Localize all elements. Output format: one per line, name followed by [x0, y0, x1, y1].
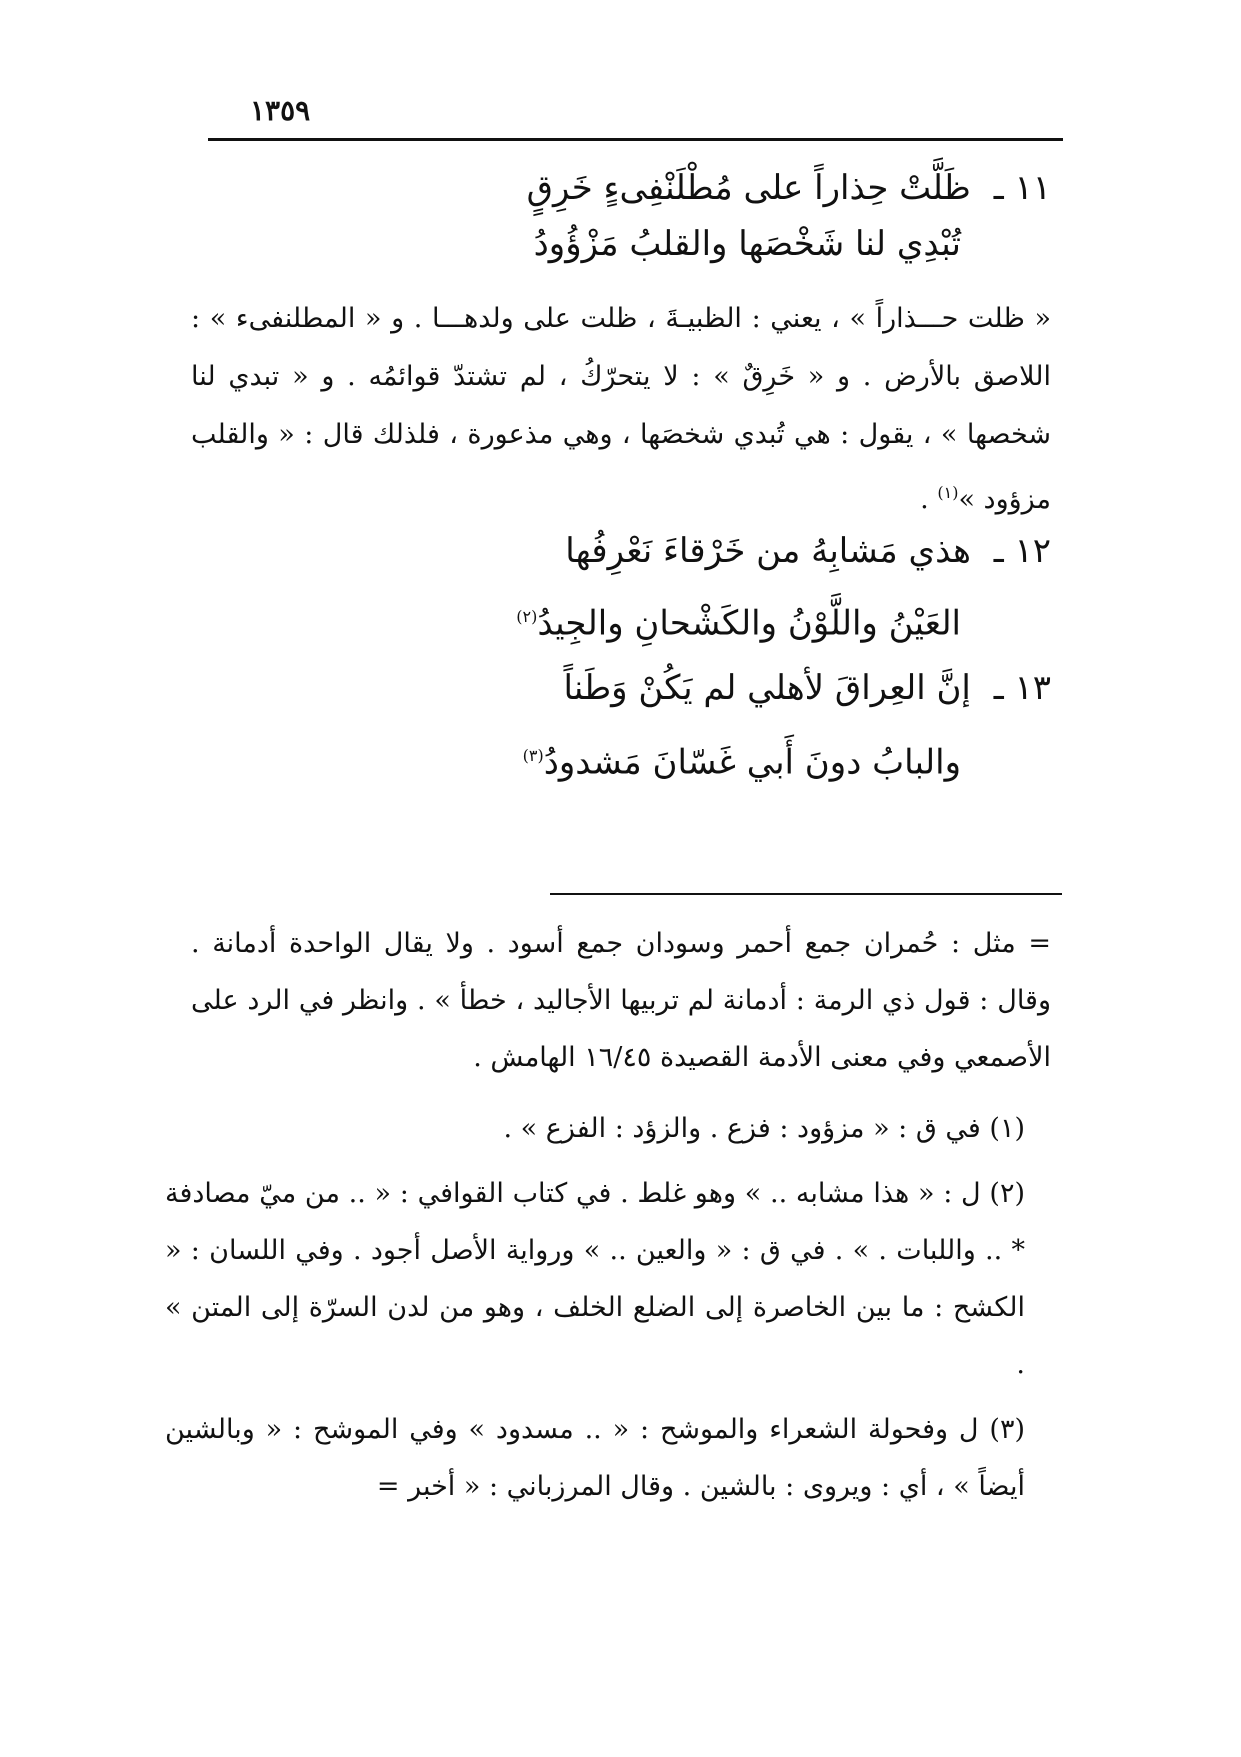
verse-11-line-1 [527, 160, 1051, 216]
verse-11-commentary [191, 290, 1051, 529]
footnote-3: (٣) ل وفحولة الشعراء والموشح : « .. مسدود » وفي الموشح : « وبالشين أيضاً » ، أي : ويروى : بالشين . وقال المرزباني : « أخبر = [165, 1414, 1025, 1502]
verse-12 [516, 523, 1051, 651]
verse-13 [523, 660, 1051, 790]
verse-12-line-2 [516, 589, 1051, 651]
verse-text: إنَّ العِراقَ لأهلي لم يَكُنْ وَطَناً [563, 668, 971, 708]
footnote-1: (١) في ق : « مزؤود : فزع . والزؤد : الفزع » . [503, 1113, 1025, 1144]
commentary-body: « ظلت حـــذاراً » ، يعني : الظبيـةَ ، ظلت على ولدهـــا . و « المطلنفىء » : اللاصق بالأرض . و « خَرِقٌ » : لا يتحرّكُ ، لم تشتدّ قوائمُه . و « تبدي لنا شخصها » ، يقول : هي تُبدي شخصَها ، وهي مذعورة ، فلذلك قال : « والقلب مزؤود » [191, 303, 1051, 515]
footnote-marker: (١) [937, 483, 959, 502]
footnote-marker: (٢) [516, 607, 538, 626]
footnote-marker: (٣) [522, 746, 544, 765]
verse-text: تُبْدِي لنا شَخْصَها والقلبُ مَزْؤُودُ [533, 224, 961, 264]
header-rule [208, 138, 1063, 141]
verse-13-line-1 [523, 660, 1051, 716]
commentary-text [191, 290, 1051, 529]
verse-12-line-1 [516, 523, 1051, 579]
footnotes [165, 915, 1051, 1515]
verse-number: ١١ ـ [993, 168, 1051, 208]
verse-text: ظَلَّتْ حِذاراً على مُطْلَنْفِىءٍ خَرِقٍ [526, 168, 971, 208]
verse-11 [527, 160, 1051, 272]
verse-text: والبابُ دونَ أَبي غَسّانَ مَشدودُ [543, 742, 961, 783]
footnote-2: (٢) ل : « هذا مشابه .. » وهو غلط . في كتاب القوافي : « .. من ميّ مصادفة * .. واللبات . » . في ق : « والعين .. » ورواية الأصل أجود . وفي اللسان : « الكشح : ما بين الخاصرة إلى الضلع الخلف ، وهو من لدن السرّة إلى المتن » . [165, 1178, 1025, 1380]
page-number: ١٣٥٩ [250, 94, 311, 127]
footnote-continuation: = مثل : حُمران جمع أحمر وسودان جمع أسود . ولا يقال الواحدة أدمانة . وقال : قول ذي الرمة : أدمانة لم تربيها الأجاليد ، خطأ » . وانظر في الرد على الأصمعي وفي معنى الأدمة القصيدة ١٦/٤٥ الهامش . [191, 928, 1051, 1073]
verse-13-line-2 [523, 728, 1051, 790]
verse-text: العَيْنُ واللَّوْنُ والكَشْحانِ والجِيدُ [537, 603, 961, 644]
footnote-rule [550, 893, 1062, 895]
verse-text: هذي مَشابِهُ من خَرْقاءَ نَعْرِفُها [565, 531, 971, 571]
commentary-end: . [920, 484, 938, 515]
verse-number: ١٣ ـ [993, 668, 1051, 708]
verse-11-line-2 [527, 216, 1051, 272]
verse-number: ١٢ ـ [993, 531, 1051, 571]
